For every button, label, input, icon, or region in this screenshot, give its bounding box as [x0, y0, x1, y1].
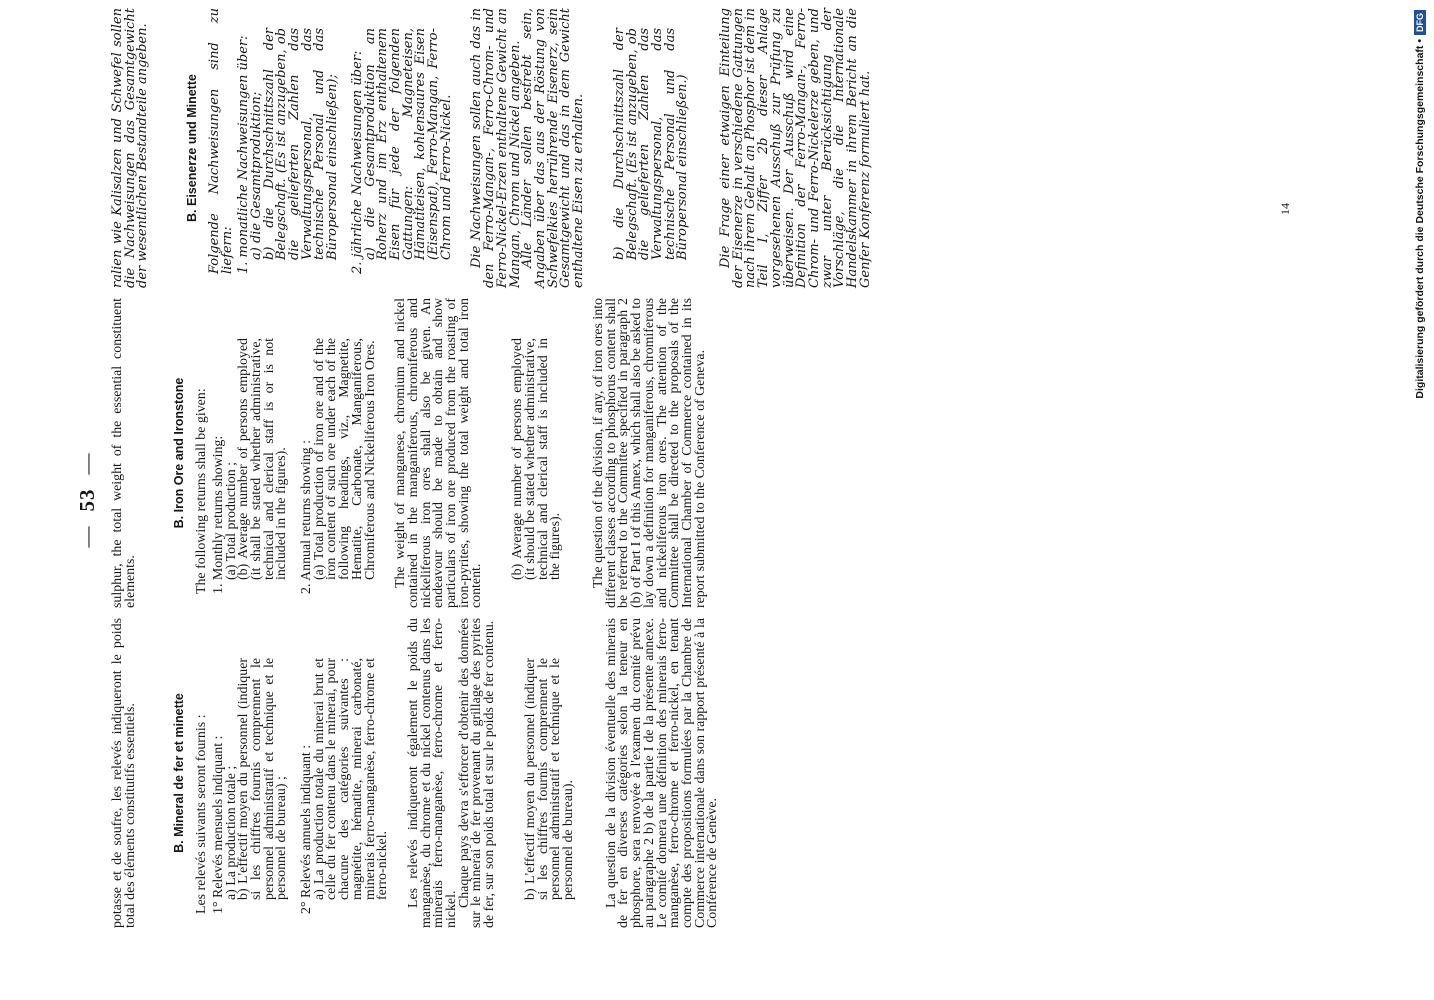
english-annual-title: 2. Annual returns showing :	[299, 440, 315, 594]
german-paragraph-1: Die Nachweisungen sollen auch das in den Ferro-Mangan-, Ferro-Chrom- und Ferro-Nickel-Erzen enthaltene Gewicht an Mangan, Chrom und Nickel angeben.	[469, 8, 523, 288]
german-monthly-title: 1. monatliche Nachweisungen über:	[236, 35, 252, 274]
english-annual-a: (a) Total production of iron ore and of the iron content of such ore under each of the following headings, viz., Magnetite, Hematite, Carbonate, Manganiferous, Chromiferous and Nickeliferous Iron Ores.	[311, 338, 378, 580]
page-number-value: 53	[75, 488, 99, 512]
page-number	[75, 0, 100, 1000]
french-monthly-a: a) La production totale ;	[223, 765, 239, 900]
german-annual-a: a) die Gesamtproduktion an Roherz und im Erz enthaltenem Eisen für jede der folgenden Gattungen: Magneteisen, Hämatiteisen, kohlensaures Eisen (Eisenspat), Ferro-Mangan, Ferro-Chrom und Ferro-Nickel.	[362, 28, 454, 260]
german-monthly-b: b) die Durchschnittszahl der Belegschaft. (Es ist anzugeben, ob die gelieferten Zahlen das Verwaltungspersonal, das technische Personal und das Büropersonal einschließen);	[261, 28, 341, 260]
digitization-notice: Digitalisierung gefördert durch die Deutsche Forschungsgemeinschaft •	[1414, 39, 1426, 399]
french-annual-b: b) L'effectif moyen du personnel (indiquer si les chiffres fournis comprennent le personnel administratif et technique et le personnel de bureau).	[522, 658, 576, 900]
french-annual-title: 2° Relevés annuels indiquant :	[299, 744, 315, 914]
digitization-notice-line	[1410, 0, 1430, 1000]
french-paragraph-1: Les relevés indiqueront également le poids du manganèse, du chrome et du nickel contenus dans les minerais ferro-manganèse, ferro-chrome et ferro-nickel.	[405, 618, 460, 928]
french-monthly-b: b) L'effectif moyen du personnel (indiquer si les chiffres fournis comprennent le personnel administratif et technique et le personnel de bureau) ;	[236, 658, 290, 900]
digitization-sidebar	[1410, 0, 1430, 1000]
english-annual-b: (b) Average number of persons employed (it should be stated whether administrative, technical and clerical staff is included in the figures).	[510, 338, 564, 580]
english-final: The question of the division, if any, of iron ores into different classes according to phosphorus content shall be referred to the Committee specified in paragraph 2 (b) of Part I of this Annex, which shall also be asked to lay down a definition for manganiferous, chromiferous and nickeliferous iron ores. The attention of the Committee shall be directed to the proposals of the International Chamber of Commerce contained in its report submitted to the Conference of Geneva.	[590, 298, 708, 608]
page-dash-right: —	[75, 452, 99, 475]
german-lead: Folgende Nachweisungen sind zu liefern:	[206, 8, 235, 274]
dfg-logo: DFG	[1414, 10, 1426, 35]
german-final: Die Frage einer etwaigen Einteilung der Eisenerze in verschiedene Gattungen nach ihrem Gehalt an Phosphor ist dem in Teil I, Ziffer 2b dieser Anlage vorgesehenen Ausschuß zur Prüfung zu überweisen. Der Ausschuß wird eine Definition der Ferro-Mangan-, Ferro-Chrom- und Ferro-Nickelerze geben, und zwar unter Berücksichtigung der Vorschläge, die die Internationale Handelskammer in ihrem Bericht an die Genfer Konferenz formuliert hat.	[718, 8, 873, 288]
german-intro: ralien wie Kalisalzen und Schwefel sollen die Nachweisungen das Gesamtgewicht der wesentlichen Bestandteile angeben.	[110, 8, 151, 288]
footer-number: 14	[1278, 203, 1292, 215]
french-heading: B. Mineral de fer et minette	[172, 693, 187, 853]
german-heading: B. Eisenerze und Minette	[185, 74, 200, 222]
french-column	[112, 618, 720, 928]
german-paragraph-2: Alle Länder sollen bestrebt sein, Angaben über das aus der Röstung von Schwefelkies herrührende Eisenerz, sein Gesamtgewicht und das in dem Gewicht enthaltene Eisen zu erhalten.	[520, 8, 587, 288]
english-lead: The following returns shall be given:	[194, 388, 210, 594]
german-monthly-a: a) die Gesamtproduktion;	[248, 91, 264, 260]
german-annual-title: 2. jährliche Nachweisungen über:	[349, 50, 365, 274]
german-annual-b: b) die Durchschnittszahl der Belegschaft. (Es ist anzugeben, ob die gelieferten Zahlen das Verwaltungspersonal, das technische Personal und das Büropersonal einschließen.)	[611, 28, 691, 260]
french-intro: potasse et de soufre, les relevés indiqueront le poids total des éléments constitutifs essentiels.	[110, 618, 138, 928]
french-annual-a: a) La production totale du minerai brut et celle du fer contenu dans le minerai, pour chacune des catégories suivantes : magnétite, hématite, minerai carbonaté, minerais ferro-manganèse, ferro-chrome et ferro-nickel.	[311, 658, 391, 900]
english-monthly-b: (b) Average number of persons employed (it shall be stated whether administrative, technical and clerical staff is or is not included in the figures).	[236, 338, 290, 580]
english-monthly-a: (a) Total production ;	[223, 462, 239, 580]
english-column	[112, 298, 707, 608]
french-monthly-title: 1° Relevés mensuels indiquant :	[210, 735, 226, 914]
french-paragraph-2: Chaque pays devra s'efforcer d'obtenir des données sur le minerai de fer provenant du grillage des pyrites de fer, sur son poids total et sur le poids de fer contenu.	[456, 618, 498, 928]
french-final: La question de la division éventuelle des minerais de fer en diverses catégories selon la teneur en phosphore, sera renvoyée à l'examen du comité prévu au paragraphe 2 b) de la partie I de la présente annexe. Le comité donnera une définition des minerais ferro-manganèse, ferro-chrome et ferro-nickel, en tenant compte des propositions formulées par la Chambre de Commerce internationale dans son rapport présenté à la Conférence de Genève.	[603, 618, 721, 928]
german-column	[112, 8, 872, 288]
page-dash-left: —	[75, 525, 99, 548]
english-paragraph-1: The weight of manganese, chromium and nickel contained in the manganiferous, chromiferous and nickeliferous iron ores shall also be given. An endeavour should be made to obtain and show particulars of iron ore produced from the roasting of iron-pyrites, showing the total weight and total iron content.	[393, 298, 485, 608]
english-monthly-title: 1. Monthly returns showing:	[210, 435, 226, 594]
english-intro: sulphur, the total weight of the essential constituent elements.	[110, 298, 138, 608]
english-heading: B. Iron Ore and Ironstone	[172, 377, 187, 529]
french-lead: Les relevés suivants seront fournis :	[194, 714, 210, 914]
